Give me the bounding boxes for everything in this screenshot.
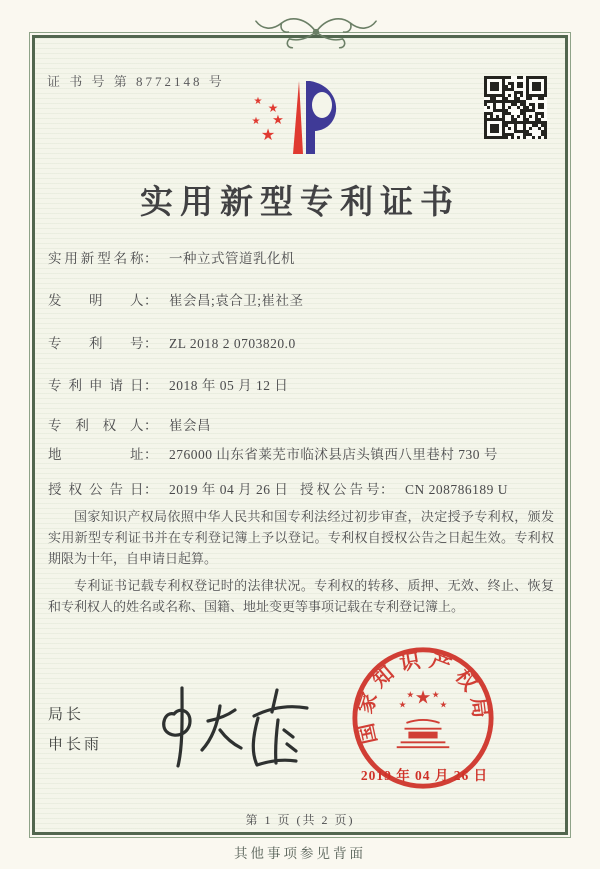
- director-title: 局长: [48, 707, 85, 723]
- field-filing-date: 专利申请日： 2018 年 05 月 12 日: [48, 374, 556, 394]
- back-note: 其他事项参见背面: [234, 846, 366, 861]
- field-label: 专利号: [48, 336, 144, 351]
- certificate-title: 实用新型专利证书: [140, 185, 460, 221]
- director-block: [48, 700, 102, 760]
- field-label: 授权公告日: [48, 482, 144, 497]
- svg-text:★: ★: [251, 116, 261, 127]
- field-patent-number: 专利号： ZL 2018 2 0703820.0: [48, 332, 556, 352]
- qr-modules: [484, 76, 547, 139]
- field-label: 授权公告号: [300, 482, 380, 497]
- svg-text:★: ★: [414, 687, 432, 709]
- svg-text:★: ★: [431, 690, 440, 701]
- field-value: 崔会昌;袁合卫;崔社圣: [169, 293, 304, 308]
- seal-text: 国家知识产权局: [354, 649, 492, 746]
- field-address: 地址： 276000 山东省莱芜市临沭县店头镇西八里巷村 730 号: [48, 443, 556, 463]
- svg-text:★: ★: [267, 101, 279, 115]
- field-value: 2019 年 04 月 26 日: [169, 482, 289, 497]
- svg-text:★: ★: [260, 125, 276, 144]
- svg-text:★: ★: [272, 113, 284, 128]
- seal-date: 2019 年 04 月 26 日: [360, 768, 489, 783]
- director-signature-icon: [150, 676, 325, 781]
- director-name: 申长雨: [48, 737, 103, 753]
- cnipa-logo-icon: [235, 78, 355, 173]
- page-number: 第 1 页 (共 2 页): [245, 813, 355, 827]
- field-label: 专利申请日: [48, 378, 144, 393]
- field-label: 实用新型名称: [48, 251, 144, 266]
- svg-text:★: ★: [398, 700, 407, 711]
- field-utility-model-name: 实用新型名称： 一种立式管道乳化机: [48, 247, 556, 267]
- field-value: 崔会昌: [169, 418, 211, 433]
- field-value: CN 208786189 U: [405, 482, 509, 497]
- certificate-number: 证 书 号 第 8772148 号: [47, 74, 225, 89]
- legal-paragraph-1: 国家知识产权局依照中华人民共和国专利法经过初步审查，决定授予专利权，颁发实用新型专利证书并在专利登记簿上予以登记。专利权自授权公告之日起生效。专利权期限为十年，自申请日起算。: [48, 509, 554, 566]
- qr-code: [484, 76, 547, 139]
- svg-text:★: ★: [439, 700, 448, 711]
- svg-text:★: ★: [406, 690, 415, 701]
- field-value: 276000 山东省莱芜市临沭县店头镇西八里巷村 730 号: [169, 447, 498, 462]
- field-inventors: 发明人： 崔会昌;袁合卫;崔社圣: [48, 289, 556, 309]
- field-grant-publication-number: 授权公告号： CN 208786189 U: [300, 478, 508, 498]
- field-grant-date: 授权公告日： 2019 年 04 月 26 日 授权公告号： CN 208786189 U: [48, 478, 556, 498]
- legal-text: [48, 506, 554, 623]
- field-label: 发明人: [48, 293, 144, 308]
- border-scroll-ornament-icon: [252, 10, 380, 54]
- field-value: ZL 2018 2 0703820.0: [169, 336, 296, 351]
- field-value: 2018 年 05 月 12 日: [169, 378, 289, 393]
- legal-paragraph-2: 专利证书记载专利权登记时的法律状况。专利权的转移、质押、无效、终止、恢复和专利权人的姓名或名称、国籍、地址变更等事项记载在专利登记簿上。: [48, 578, 554, 614]
- svg-text:★: ★: [253, 96, 263, 107]
- field-patentee: 专利权人： 崔会昌: [48, 414, 556, 434]
- field-label: 专利权人: [48, 418, 144, 433]
- field-label: 地址: [48, 447, 144, 462]
- field-value: 一种立式管道乳化机: [169, 251, 295, 266]
